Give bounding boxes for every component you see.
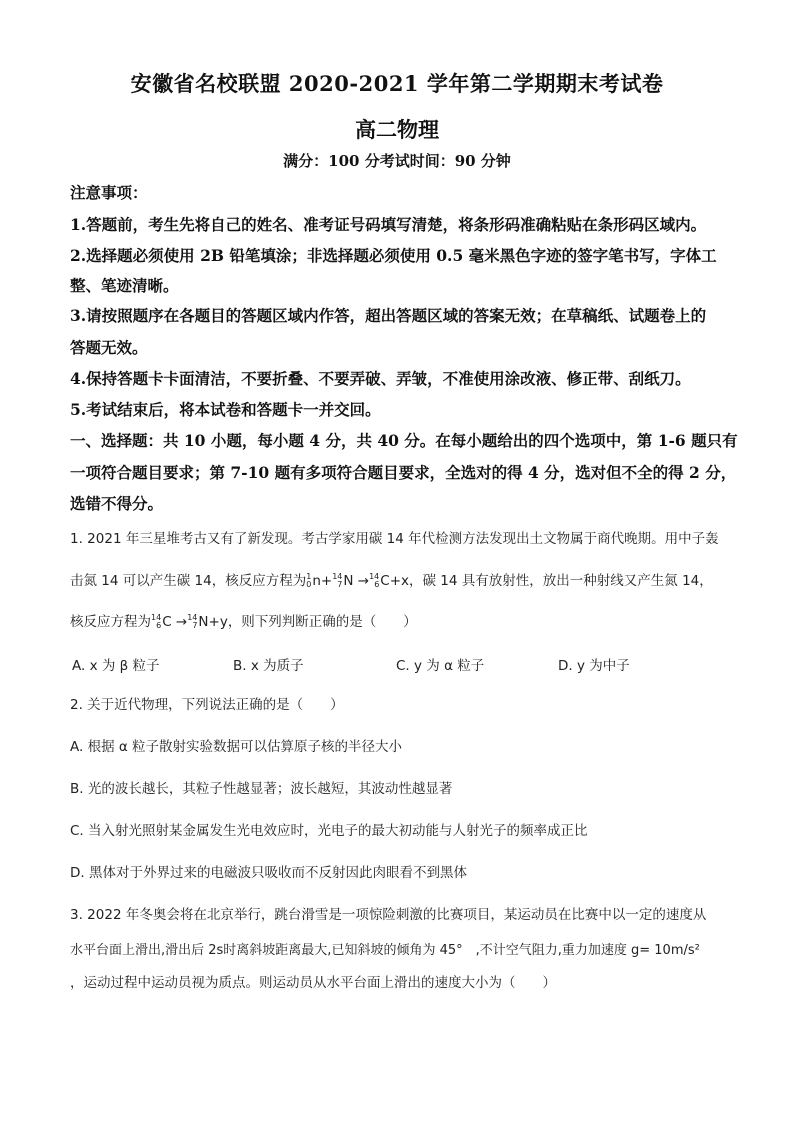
q1-text: ，碳 14 具有放射性，放出一种射线又产生氮 14， [409, 573, 713, 589]
note-line: 3.请按照题序在各题目的答题区域内作答，超出答题区域的答案无效；在草稿纸、试题卷上的 [70, 306, 707, 325]
notes-heading: 注意事项： [70, 183, 148, 202]
eq-part: C+x [380, 573, 410, 589]
eq-part: N → [343, 573, 370, 589]
note-line: 2.选择题必须使用 2B 铅笔填涂；非选择题必须使用 0.5 毫米黑色字迹的签字笔书写，字体工 [70, 246, 717, 265]
nuclide-carbon: 14 6 [151, 613, 162, 630]
q2-option-b: B. 光的波长越长，其粒子性越显著；波长越短，其波动性越显著 [70, 781, 453, 797]
nuclide-nitrogen: 14 7 [332, 572, 343, 589]
q1-line-equation [70, 611, 730, 633]
q1-line: 1. 2021 年三星堆考古又有了新发现。考古学家用碳 14 年代检测方法发现出土文物属于商代晚期。用中子轰 [70, 531, 719, 547]
section-line: 一、选择题：共 10 小题，每小题 4 分，共 40 分。在每小题给出的四个选项中，第 1-6 题只有 [70, 431, 738, 450]
q1-option-b: B. x 为质子 [233, 658, 304, 674]
q2-stem: 2. 关于近代物理，下列说法正确的是（ ） [70, 697, 344, 713]
nuclide-neutron: 1 0 [306, 572, 312, 589]
subject-title: 高二物理 [355, 117, 439, 142]
note-line: 整、笔迹清晰。 [70, 276, 179, 295]
exam-title: 安徽省名校联盟 2020-2021 学年第二学期期末考试卷 [130, 71, 664, 96]
q1-option-c: C. y 为 α 粒子 [396, 658, 485, 674]
q1-line-equation [70, 570, 730, 592]
q1-text: 核反应方程为 [70, 614, 151, 630]
exam-meta: 满分：100 分考试时间：90 分钟 [283, 152, 511, 170]
eq-part: N+y [198, 614, 228, 630]
eq-part: C → [162, 614, 188, 630]
q2-option-a: A. 根据 α 粒子散射实验数据可以估算原子核的半径大小 [70, 739, 403, 755]
q3-line: ，运动过程中运动员视为质点。则运动员从水平台面上滑出的速度大小为（ ） [70, 975, 556, 991]
nuclide-carbon: 14 6 [369, 572, 380, 589]
note-line: 1.答题前，考生先将自己的姓名、准考证号码填写清楚，将条形码准确粘贴在条形码区域内。 [70, 215, 707, 234]
q2-option-c: C. 当入射光照射某金属发生光电效应时，光电子的最大初动能与人射光子的频率成正比 [70, 823, 588, 839]
q3-line: 3. 2022 年冬奥会将在北京举行，跳台滑雪是一项惊险刺激的比赛项目，某运动员在比赛中以一定的速度从 [70, 907, 707, 923]
nuclide-nitrogen: 14 7 [187, 613, 198, 630]
section-line: 一项符合题目要求；第 7-10 题有多项符合题目要求，全选对的得 4 分，选对但不全的得 2 分， [70, 463, 737, 482]
eq-part: n+ [312, 573, 333, 589]
q2-option-d: D. 黑体对于外界过来的电磁波只吸收而不反射因此肉眼看不到黑体 [70, 865, 467, 881]
q3-line: 水平台面上滑出,滑出后 2s时离斜坡距离最大,已知斜坡的倾角为 45° ,不计空气阻力,重力加速度 g= 10m/s² [70, 943, 700, 958]
section-line: 选错不得分。 [70, 494, 164, 513]
note-line: 5.考试结束后，将本试卷和答题卡一并交回。 [70, 400, 381, 419]
note-line: 4.保持答题卡卡面清洁，不要折叠、不要弄破、弄皱，不准使用涂改液、修正带、刮纸刀。 [70, 369, 691, 388]
q1-option-a: A. x 为 β 粒子 [72, 658, 160, 674]
q1-text: 击氮 14 可以产生碳 14，核反应方程为 [70, 573, 307, 589]
q1-text: ，则下列判断正确的是（ ） [227, 614, 417, 630]
q1-option-d: D. y 为中子 [558, 658, 630, 674]
note-line: 答题无效。 [70, 338, 148, 357]
